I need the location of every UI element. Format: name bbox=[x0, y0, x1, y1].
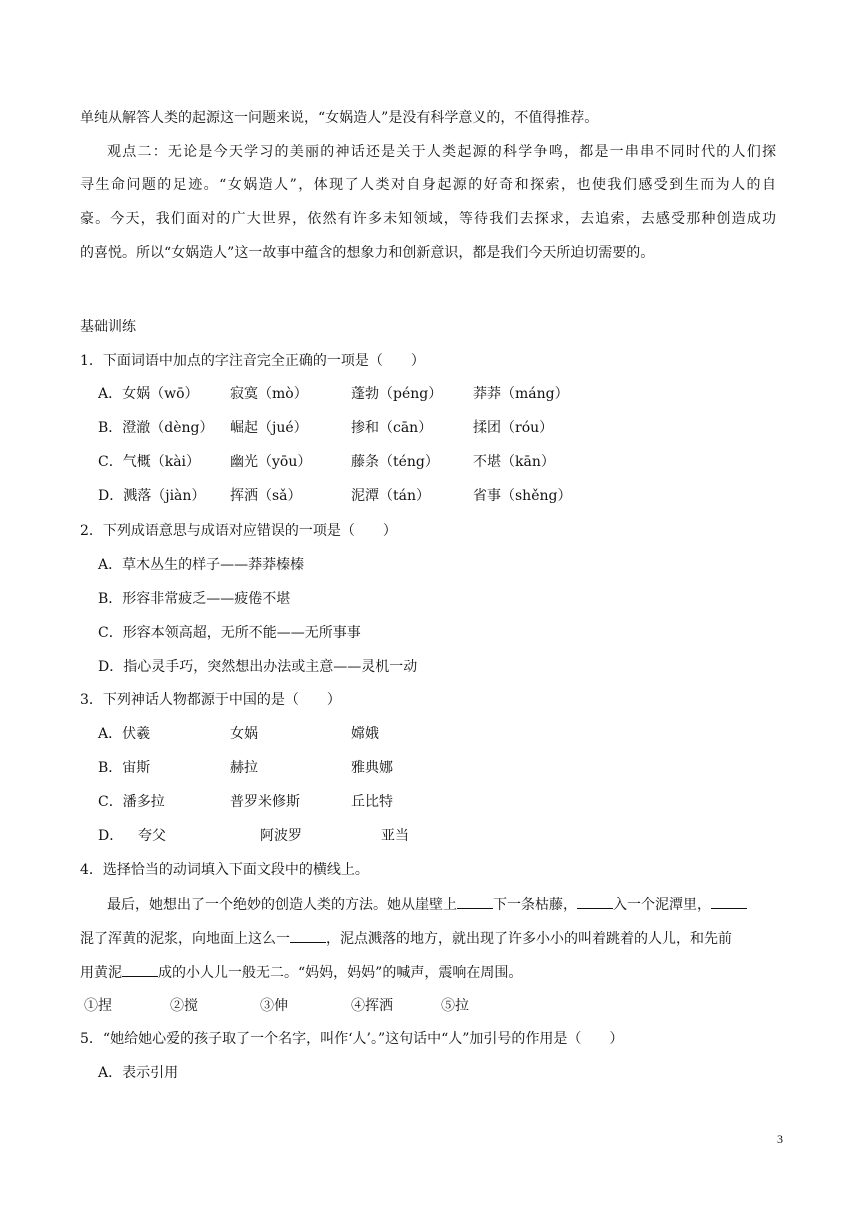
q4-text-2: 下一条枯藤， bbox=[493, 897, 577, 913]
q3-c-item-3: 丘比特 bbox=[351, 794, 393, 810]
q3-d-item-1: 夸父 bbox=[138, 828, 166, 844]
q3-a-item-2: 女娲 bbox=[230, 726, 258, 742]
q3-d-item-3: 亚当 bbox=[381, 828, 409, 844]
q1-c-item-2: 幽光（yōu） bbox=[230, 454, 312, 470]
q4-blank-5[interactable] bbox=[122, 962, 158, 977]
q1-b-item-1: B．澄澈（dèng） bbox=[98, 420, 214, 436]
q5-option-a[interactable]: A．表示引用 bbox=[98, 1065, 179, 1081]
q4-choice-4[interactable]: ④挥洒 bbox=[351, 998, 393, 1014]
q3-d-label: D． bbox=[98, 828, 124, 844]
q4-passage-line-1 bbox=[107, 894, 747, 915]
viewpoint-two-line-2: 寻生命问题的足迹。“女娲造人”，体现了人类对自身起源的好奇和探索，也使我们感受到生而为人的自 bbox=[80, 177, 776, 193]
q4-passage-line-3 bbox=[80, 962, 522, 983]
page-number: 3 bbox=[777, 1132, 783, 1146]
q4-blank-4[interactable] bbox=[290, 928, 326, 943]
q4-choice-5[interactable]: ⑤拉 bbox=[441, 998, 469, 1014]
q1-d-item-2: 挥洒（sǎ） bbox=[230, 488, 302, 504]
q4-choice-1[interactable]: ①捏 bbox=[84, 998, 112, 1014]
q1-d-item-4: 省事（shěng） bbox=[473, 488, 572, 504]
viewpoint-two-line-4: 的喜悦。所以“女娲造人”这一故事中蕴含的想象力和创新意识，都是我们今天所迫切需要的。 bbox=[80, 245, 655, 261]
q2-option-c[interactable]: C．形容本领高超，无所不能——无所事事 bbox=[98, 625, 361, 641]
q4-text-6: 用黄泥 bbox=[80, 965, 122, 981]
q4-text-1: 最后，她想出了一个绝妙的创造人类的方法。她从崖壁上 bbox=[107, 897, 457, 913]
question-5-stem: 5．“她给她心爱的孩子取了一个名字，叫作‘人’。”这句话中“人”加引号的作用是（ ） bbox=[80, 1031, 624, 1047]
q1-a-item-1: A．女娲（wō） bbox=[98, 386, 199, 402]
q1-a-item-3: 蓬勃（péng） bbox=[351, 386, 443, 402]
q4-blank-1[interactable] bbox=[457, 894, 493, 909]
question-4-stem: 4．选择恰当的动词填入下面文段中的横线上。 bbox=[80, 862, 369, 878]
q2-option-b[interactable]: B．形容非常疲乏——疲倦不堪 bbox=[98, 591, 291, 607]
q3-b-item-2: 赫拉 bbox=[230, 760, 258, 776]
q4-text-3: 入一个泥潭里， bbox=[613, 897, 711, 913]
q4-passage-line-2 bbox=[80, 928, 732, 949]
q1-d-item-3: 泥潭（tán） bbox=[351, 488, 430, 504]
q3-b-item-1: B．宙斯 bbox=[98, 760, 151, 776]
q3-c-item-1: C．潘多拉 bbox=[98, 794, 165, 810]
question-2-stem: 2．下列成语意思与成语对应错误的一项是（ ） bbox=[80, 523, 397, 539]
viewpoint-two-line-3: 豪。今天，我们面对的广大世界，依然有许多未知领域，等待我们去探求，去追索，去感受那种创造成功 bbox=[80, 211, 776, 227]
q4-choice-3[interactable]: ③伸 bbox=[260, 998, 288, 1014]
intro-line: 单纯从解答人类的起源这一问题来说，“女娲造人”是没有科学意义的，不值得推荐。 bbox=[80, 110, 599, 126]
q1-a-item-2: 寂寞（mò） bbox=[230, 386, 308, 402]
q4-text-7: 成的小人儿一般无二。“妈妈，妈妈”的喊声，震响在周围。 bbox=[158, 965, 523, 981]
q2-option-d[interactable]: D．指心灵手巧，突然想出办法或主意——灵机一动 bbox=[98, 659, 418, 675]
q4-blank-2[interactable] bbox=[577, 894, 613, 909]
q1-b-item-3: 掺和（cān） bbox=[351, 420, 433, 436]
q2-option-a[interactable]: A．草木丛生的样子——莽莽榛榛 bbox=[98, 557, 305, 573]
viewpoint-two-line-1: 观点二：无论是今天学习的美丽的神话还是关于人类起源的科学争鸣，都是一串串不同时代的人们探 bbox=[107, 144, 776, 160]
q4-choice-2[interactable]: ②搅 bbox=[170, 998, 198, 1014]
q3-a-item-1: A．伏羲 bbox=[98, 726, 151, 742]
question-3-stem: 3．下列神话人物都源于中国的是（ ） bbox=[80, 692, 341, 708]
question-1-stem: 1．下面词语中加点的字注音完全正确的一项是（ ） bbox=[80, 353, 425, 369]
q1-c-item-3: 藤条（téng） bbox=[351, 454, 439, 470]
q1-c-item-4: 不堪（kān） bbox=[473, 454, 555, 470]
q1-c-item-1: C．气概（kài） bbox=[98, 454, 201, 470]
q3-b-item-3: 雅典娜 bbox=[351, 760, 393, 776]
q1-d-item-1: D．溅落（jiàn） bbox=[98, 488, 206, 504]
q4-text-4: 混了浑黄的泥浆，向地面上这么一 bbox=[80, 931, 290, 947]
q1-a-item-4: 莽莽（máng） bbox=[473, 386, 569, 402]
q4-text-5: ，泥点溅落的地方，就出现了许多小小的叫着跳着的人儿，和先前 bbox=[326, 931, 732, 947]
q1-b-item-2: 崛起（jué） bbox=[230, 420, 308, 436]
q1-b-item-4: 揉团（róu） bbox=[473, 420, 554, 436]
q3-a-item-3: 嫦娥 bbox=[351, 726, 379, 742]
q3-d-item-2: 阿波罗 bbox=[260, 828, 302, 844]
section-title: 基础训练 bbox=[80, 319, 136, 335]
q4-blank-3[interactable] bbox=[711, 894, 747, 909]
q3-c-item-2: 普罗米修斯 bbox=[230, 794, 300, 810]
